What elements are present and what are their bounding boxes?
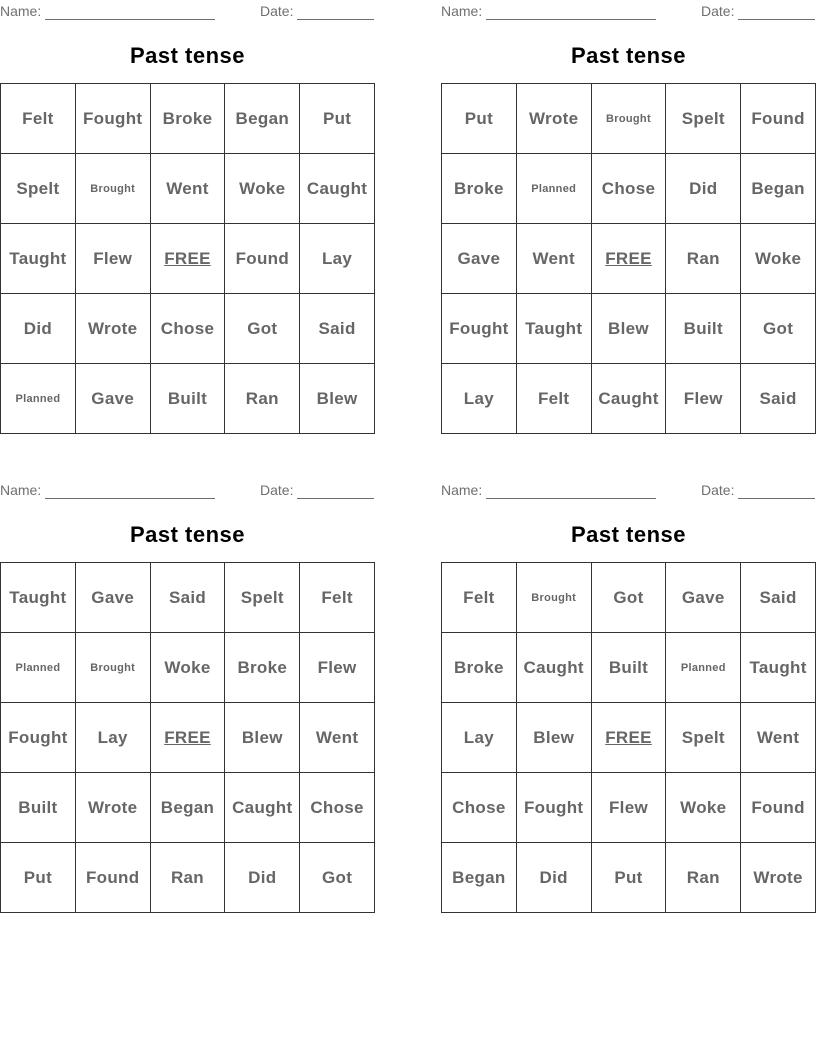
name-blank-line [486,484,656,499]
bingo-cell[interactable]: Flew [592,773,667,843]
date-field[interactable] [260,2,374,20]
bingo-cell[interactable]: Gave [666,563,741,633]
bingo-cell[interactable]: Planned [517,154,592,224]
bingo-cell[interactable]: Gave [442,224,517,294]
bingo-cell[interactable]: Put [1,843,76,913]
date-label: Date: [260,482,294,498]
bingo-cell[interactable]: Spelt [666,703,741,773]
bingo-cell[interactable]: Went [300,703,375,773]
bingo-cell[interactable]: Began [442,843,517,913]
bingo-cell[interactable]: Did [517,843,592,913]
bingo-cell[interactable]: Gave [76,364,151,434]
bingo-cell[interactable]: Built [151,364,226,434]
bingo-cell[interactable]: Felt [300,563,375,633]
name-field[interactable] [0,2,215,20]
bingo-cell[interactable]: Put [300,84,375,154]
bingo-cell[interactable]: Got [225,294,300,364]
date-field[interactable] [701,2,815,20]
bingo-grid [441,83,816,434]
card-title: Past tense [129,522,246,547]
name-label: Name: [0,3,42,19]
bingo-cell[interactable]: Woke [741,224,816,294]
bingo-cell[interactable]: Broke [442,154,517,224]
bingo-cell[interactable]: Caught [592,364,667,434]
bingo-card-2 [441,0,816,435]
bingo-cell[interactable]: Ran [151,843,226,913]
name-label: Name: [0,482,42,498]
bingo-cell[interactable]: Chose [300,773,375,843]
free-space-cell[interactable]: FREE [151,703,226,773]
bingo-card-1 [0,0,375,435]
bingo-cell[interactable]: Felt [1,84,76,154]
bingo-cell[interactable]: Blew [592,294,667,364]
bingo-cell[interactable]: Planned [1,633,76,703]
bingo-cell[interactable]: Did [666,154,741,224]
bingo-cell[interactable]: Spelt [1,154,76,224]
bingo-cell[interactable]: Lay [300,224,375,294]
bingo-cell[interactable]: Built [592,633,667,703]
card-title: Past tense [570,43,687,68]
bingo-cell[interactable]: Fought [517,773,592,843]
bingo-cell[interactable]: Brought [592,84,667,154]
bingo-cell[interactable]: Brought [517,563,592,633]
bingo-cell[interactable]: Put [592,843,667,913]
bingo-cell[interactable]: Ran [666,843,741,913]
date-blank-line [738,484,815,499]
bingo-cell[interactable]: Ran [666,224,741,294]
name-label: Name: [441,482,483,498]
bingo-card-3 [0,479,375,914]
bingo-cell[interactable]: Spelt [225,563,300,633]
bingo-cell[interactable]: Woke [666,773,741,843]
bingo-cell[interactable]: Did [225,843,300,913]
bingo-cell[interactable]: Planned [1,364,76,434]
bingo-cell[interactable]: Found [225,224,300,294]
bingo-cell[interactable]: Wrote [517,84,592,154]
bingo-cell[interactable]: Lay [442,364,517,434]
date-label: Date: [701,3,735,19]
bingo-cell[interactable]: Taught [1,224,76,294]
bingo-cell[interactable]: Chose [151,294,226,364]
bingo-cell[interactable]: Felt [442,563,517,633]
bingo-cell[interactable]: Found [741,773,816,843]
bingo-grid [0,83,375,434]
bingo-grid [0,562,375,913]
bingo-cell[interactable]: Said [741,364,816,434]
bingo-cell[interactable]: Brought [76,154,151,224]
bingo-card-4 [441,479,816,914]
date-label: Date: [260,3,294,19]
date-blank-line [297,484,374,499]
bingo-cell[interactable]: Lay [442,703,517,773]
bingo-cell[interactable]: Flew [76,224,151,294]
bingo-cell[interactable]: Wrote [76,294,151,364]
bingo-cell[interactable]: Woke [225,154,300,224]
bingo-cell[interactable]: Wrote [76,773,151,843]
name-field[interactable] [0,481,215,499]
bingo-cell[interactable]: Chose [442,773,517,843]
bingo-cell[interactable]: Said [300,294,375,364]
bingo-cell[interactable]: Lay [76,703,151,773]
bingo-cell[interactable]: Planned [666,633,741,703]
name-blank-line [486,5,656,20]
bingo-cell[interactable]: Got [592,563,667,633]
bingo-cell[interactable]: Taught [517,294,592,364]
bingo-cell[interactable]: Fought [1,703,76,773]
bingo-cell[interactable]: Got [300,843,375,913]
name-label: Name: [441,3,483,19]
name-field[interactable] [441,2,656,20]
bingo-grid [441,562,816,913]
name-blank-line [45,484,215,499]
bingo-cell[interactable]: Taught [1,563,76,633]
bingo-cell[interactable]: Wrote [741,843,816,913]
bingo-cell[interactable]: Went [741,703,816,773]
bingo-cell[interactable]: Flew [300,633,375,703]
bingo-cell[interactable]: Put [442,84,517,154]
bingo-cell[interactable]: Caught [225,773,300,843]
free-space-cell[interactable]: FREE [592,703,667,773]
bingo-cell[interactable]: Chose [592,154,667,224]
bingo-cell[interactable]: Broke [225,633,300,703]
bingo-cell[interactable]: Found [741,84,816,154]
date-field[interactable] [701,481,815,499]
bingo-cell[interactable]: Brought [76,633,151,703]
bingo-cell[interactable]: Began [151,773,226,843]
bingo-cell[interactable]: Blew [517,703,592,773]
name-field[interactable] [441,481,656,499]
date-blank-line [297,5,374,20]
bingo-cell[interactable]: Fought [442,294,517,364]
bingo-cell[interactable]: Caught [300,154,375,224]
bingo-cell[interactable]: Said [741,563,816,633]
date-blank-line [738,5,815,20]
bingo-cell[interactable]: Began [741,154,816,224]
free-space-cell[interactable]: FREE [151,224,226,294]
bingo-cell[interactable]: Caught [517,633,592,703]
date-field[interactable] [260,481,374,499]
name-blank-line [45,5,215,20]
bingo-cell[interactable]: Found [76,843,151,913]
bingo-cell[interactable]: Did [1,294,76,364]
date-label: Date: [701,482,735,498]
bingo-cell[interactable]: Broke [151,84,226,154]
bingo-cell[interactable]: Began [225,84,300,154]
bingo-cell[interactable]: Taught [741,633,816,703]
bingo-cell[interactable]: Blew [300,364,375,434]
bingo-cell[interactable]: Blew [225,703,300,773]
card-title: Past tense [129,43,246,68]
bingo-cell[interactable]: Broke [442,633,517,703]
bingo-cell[interactable]: Said [151,563,226,633]
free-space-cell[interactable]: FREE [592,224,667,294]
bingo-cell[interactable]: Flew [666,364,741,434]
bingo-cell[interactable]: Ran [225,364,300,434]
bingo-cell[interactable]: Felt [517,364,592,434]
bingo-cell[interactable]: Went [151,154,226,224]
bingo-cell[interactable]: Built [1,773,76,843]
bingo-cell[interactable]: Gave [76,563,151,633]
bingo-cell[interactable]: Got [741,294,816,364]
bingo-cell[interactable]: Woke [151,633,226,703]
bingo-cell[interactable]: Went [517,224,592,294]
bingo-cell[interactable]: Spelt [666,84,741,154]
bingo-cell[interactable]: Built [666,294,741,364]
card-title: Past tense [570,522,687,547]
bingo-cell[interactable]: Fought [76,84,151,154]
